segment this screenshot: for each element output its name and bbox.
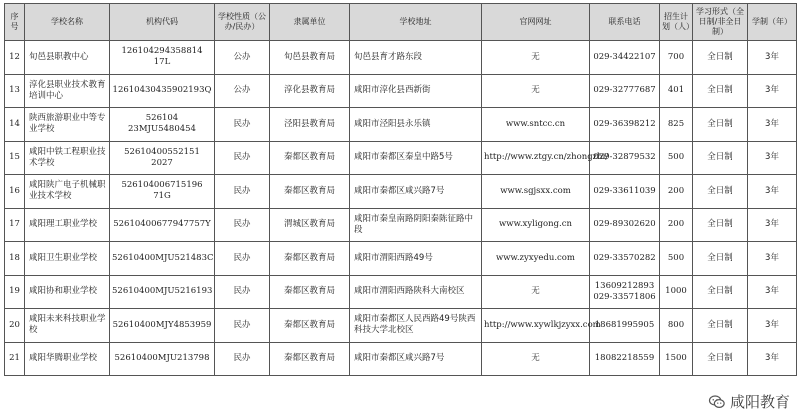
website-cell: www.sgjsxx.com (482, 175, 590, 209)
header-cell: 学校名称 (25, 4, 110, 41)
enrollment-plan-cell: 200 (660, 208, 693, 242)
institution-code-cell: 52610400552151 2027 (110, 141, 215, 175)
schooling-years-cell: 3年 (748, 175, 797, 209)
phone-cell: 029-34422107 (590, 41, 660, 75)
study-form-cell: 全日制 (693, 342, 748, 376)
school-name-cell: 咸阳华腾职业学校 (25, 342, 110, 376)
header-cell: 联系电话 (590, 4, 660, 41)
school-address-cell: 咸阳市渭阳西路陕科大南校区 (350, 275, 482, 309)
row-number-cell: 14 (5, 108, 25, 142)
watermark-text: 咸阳教育 (729, 393, 790, 411)
school-address-cell: 咸阳市秦都区人民西路49号陕西科技大学北校区 (350, 309, 482, 343)
header-cell: 学校地址 (350, 4, 482, 41)
table-row (5, 242, 797, 276)
school-address-cell: 咸阳市秦皇南路阴阳秦陈征路中段 (350, 208, 482, 242)
school-type-cell: 民办 (215, 175, 270, 209)
institution-code-cell: 52610400MJY4853959 (110, 309, 215, 343)
website-cell: www.sntcc.cn (482, 108, 590, 142)
website-cell: 无 (482, 275, 590, 309)
affiliated-unit-cell: 秦都区教育局 (270, 309, 350, 343)
enrollment-plan-cell: 825 (660, 108, 693, 142)
school-type-cell: 民办 (215, 309, 270, 343)
schooling-years-cell: 3年 (748, 74, 797, 108)
schooling-years-cell: 3年 (748, 108, 797, 142)
study-form-cell: 全日制 (693, 242, 748, 276)
school-type-cell: 民办 (215, 141, 270, 175)
affiliated-unit-cell: 秦都区教育局 (270, 175, 350, 209)
affiliated-unit-cell: 泾阳县教育局 (270, 108, 350, 142)
school-name-cell: 咸阳理工职业学校 (25, 208, 110, 242)
affiliated-unit-cell: 秦都区教育局 (270, 141, 350, 175)
header-cell: 学校性质（公办/民办） (215, 4, 270, 41)
school-type-cell: 公办 (215, 74, 270, 108)
school-type-cell: 公办 (215, 41, 270, 75)
school-address-cell: 咸阳市秦都区咸兴路7号 (350, 175, 482, 209)
school-address-cell: 咸阳市淳化县西新街 (350, 74, 482, 108)
row-number-cell: 12 (5, 41, 25, 75)
phone-cell: 029-33570282 (590, 242, 660, 276)
row-number-cell: 15 (5, 141, 25, 175)
schooling-years-cell: 3年 (748, 41, 797, 75)
affiliated-unit-cell: 旬邑县教育局 (270, 41, 350, 75)
phone-cell: 18082218559 (590, 342, 660, 376)
table-row (5, 275, 797, 309)
website-cell: www.xyligong.cn (482, 208, 590, 242)
study-form-cell: 全日制 (693, 175, 748, 209)
phone-cell: 18681995905 (590, 309, 660, 343)
table-row (5, 208, 797, 242)
study-form-cell: 全日制 (693, 275, 748, 309)
phone-cell: 13609212893 029-33571806 (590, 275, 660, 309)
schools-table (4, 3, 797, 376)
school-address-cell: 旬邑县育才路东段 (350, 41, 482, 75)
website-cell: 无 (482, 342, 590, 376)
study-form-cell: 全日制 (693, 208, 748, 242)
study-form-cell: 全日制 (693, 141, 748, 175)
row-number-cell: 18 (5, 242, 25, 276)
enrollment-plan-cell: 200 (660, 175, 693, 209)
enrollment-plan-cell: 1000 (660, 275, 693, 309)
row-number-cell: 16 (5, 175, 25, 209)
header-cell: 招生计划（人） (660, 4, 693, 41)
school-type-cell: 民办 (215, 275, 270, 309)
enrollment-plan-cell: 401 (660, 74, 693, 108)
school-name-cell: 咸阳未来科技职业学校 (25, 309, 110, 343)
school-name-cell: 咸阳卫生职业学校 (25, 242, 110, 276)
phone-cell: 029-32879532 (590, 141, 660, 175)
school-name-cell: 咸阳协和职业学校 (25, 275, 110, 309)
phone-cell: 029-89302620 (590, 208, 660, 242)
school-type-cell: 民办 (215, 108, 270, 142)
wechat-icon (708, 393, 726, 411)
institution-code-cell: 52610400677947757Y (110, 208, 215, 242)
row-number-cell: 17 (5, 208, 25, 242)
table-row (5, 108, 797, 142)
institution-code-cell: 526104006715196 71G (110, 175, 215, 209)
header-cell: 序号 (5, 4, 25, 41)
study-form-cell: 全日制 (693, 74, 748, 108)
school-address-cell: 咸阳市泾阳县永乐镇 (350, 108, 482, 142)
affiliated-unit-cell: 淳化县教育局 (270, 74, 350, 108)
affiliated-unit-cell: 秦都区教育局 (270, 342, 350, 376)
school-address-cell: 咸阳市渭阳西路49号 (350, 242, 482, 276)
institution-code-cell: 12610430435902193Q (110, 74, 215, 108)
row-number-cell: 13 (5, 74, 25, 108)
website-cell: 无 (482, 41, 590, 75)
table-row (5, 74, 797, 108)
school-name-cell: 陕西旅游职业中等专业学校 (25, 108, 110, 142)
table-row (5, 141, 797, 175)
school-address-cell: 咸阳市秦都区咸兴路7号 (350, 342, 482, 376)
table-row (5, 309, 797, 343)
schooling-years-cell: 3年 (748, 208, 797, 242)
institution-code-cell: 126104294358814 17L (110, 41, 215, 75)
study-form-cell: 全日制 (693, 108, 748, 142)
institution-code-cell: 52610400MJU521483C (110, 242, 215, 276)
school-type-cell: 民办 (215, 342, 270, 376)
school-type-cell: 民办 (215, 208, 270, 242)
header-cell: 隶属单位 (270, 4, 350, 41)
affiliated-unit-cell: 秦都区教育局 (270, 275, 350, 309)
enrollment-plan-cell: 500 (660, 242, 693, 276)
schooling-years-cell: 3年 (748, 309, 797, 343)
row-number-cell: 20 (5, 309, 25, 343)
institution-code-cell: 526104 23MJU5480454 (110, 108, 215, 142)
header-row (5, 4, 797, 41)
table-row (5, 175, 797, 209)
phone-cell: 029-32777687 (590, 74, 660, 108)
row-number-cell: 19 (5, 275, 25, 309)
school-address-cell: 咸阳市秦都区秦皇中路5号 (350, 141, 482, 175)
study-form-cell: 全日制 (693, 309, 748, 343)
study-form-cell: 全日制 (693, 41, 748, 75)
phone-cell: 029-33611039 (590, 175, 660, 209)
institution-code-cell: 52610400MJU5216193 (110, 275, 215, 309)
table-row (5, 342, 797, 376)
affiliated-unit-cell: 渭城区教育局 (270, 208, 350, 242)
school-name-cell: 旬邑县职教中心 (25, 41, 110, 75)
row-number-cell: 21 (5, 342, 25, 376)
schooling-years-cell: 3年 (748, 275, 797, 309)
institution-code-cell: 52610400MJU213798 (110, 342, 215, 376)
website-cell: 无 (482, 74, 590, 108)
website-cell: http://www.ztgy.cn/zhongzhi/ (482, 141, 590, 175)
schooling-years-cell: 3年 (748, 342, 797, 376)
watermark (704, 390, 794, 413)
table-row (5, 41, 797, 75)
enrollment-plan-cell: 700 (660, 41, 693, 75)
website-cell: www.zyxyedu.com (482, 242, 590, 276)
affiliated-unit-cell: 秦都区教育局 (270, 242, 350, 276)
header-cell: 学习形式（全日制/非全日制） (693, 4, 748, 41)
schooling-years-cell: 3年 (748, 242, 797, 276)
enrollment-plan-cell: 1500 (660, 342, 693, 376)
school-type-cell: 民办 (215, 242, 270, 276)
website-cell: http://www.xywlkjzyxx.com (482, 309, 590, 343)
enrollment-plan-cell: 800 (660, 309, 693, 343)
enrollment-plan-cell: 500 (660, 141, 693, 175)
header-cell: 机构代码 (110, 4, 215, 41)
phone-cell: 029-36398212 (590, 108, 660, 142)
schooling-years-cell: 3年 (748, 141, 797, 175)
header-cell: 学制（年） (748, 4, 797, 41)
header-cell: 官网网址 (482, 4, 590, 41)
school-name-cell: 咸阳陕广电子机械职业技术学校 (25, 175, 110, 209)
school-name-cell: 淳化县职业技术教育培训中心 (25, 74, 110, 108)
school-name-cell: 咸阳中铁工程职业技术学校 (25, 141, 110, 175)
